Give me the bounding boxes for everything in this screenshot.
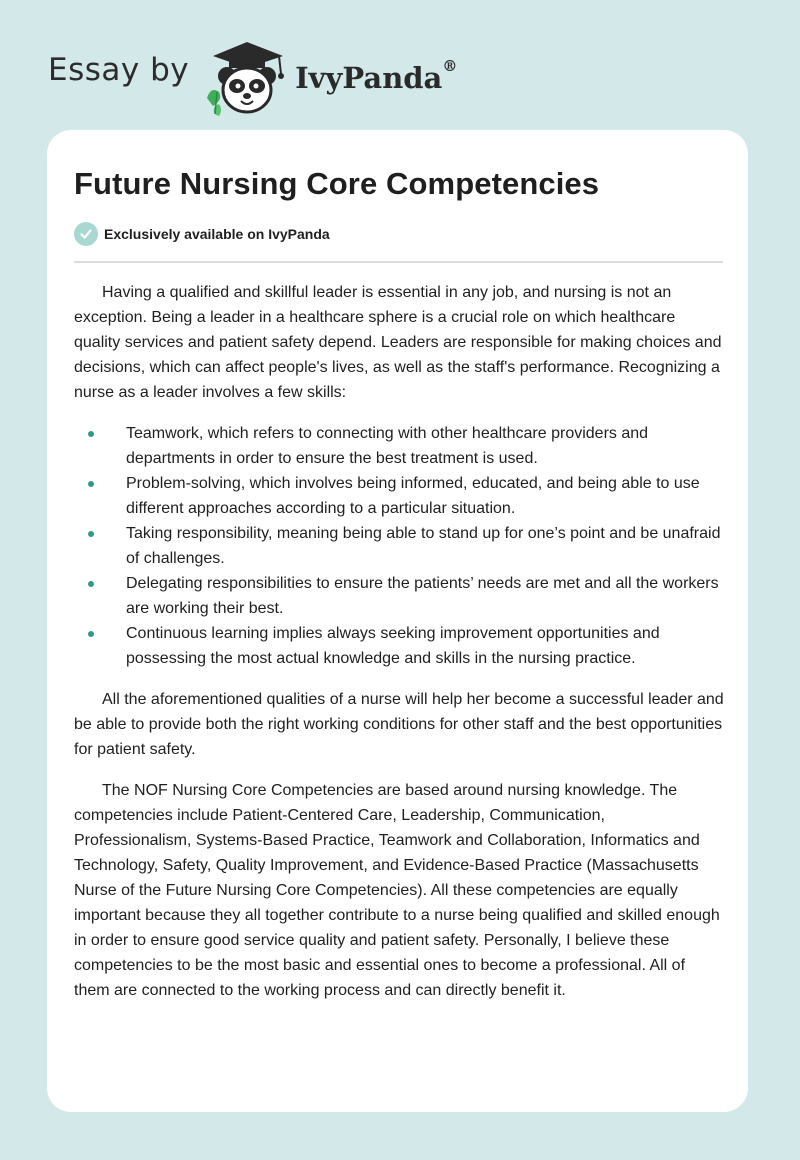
- list-item: [74, 571, 724, 621]
- list-item: [74, 471, 724, 521]
- list-item: [74, 521, 724, 571]
- essay-card: [47, 130, 748, 1112]
- bullet-icon: [88, 631, 94, 637]
- check-circle-icon: [74, 222, 98, 246]
- list-item-text: Delegating responsibilities to ensure the patients’ needs are met and all the workers are working their best.: [126, 575, 719, 617]
- list-item: [74, 421, 724, 471]
- panda-logo-graphic: [201, 36, 293, 116]
- list-item-text: Continuous learning implies always seeking improvement opportunities and possessing the most actual knowledge and skills in the nursing practice.: [126, 625, 660, 667]
- site-header: [48, 36, 457, 116]
- list-item-text: Taking responsibility, meaning being able to stand up for one’s point and be unafraid of challenges.: [126, 525, 721, 567]
- list-item-text: Teamwork, which refers to connecting with other healthcare providers and departments in order to ensure the best treatment is used.: [126, 425, 649, 467]
- brand-label: IvyPanda: [295, 61, 443, 95]
- checkmark-icon: [79, 227, 93, 241]
- list-item: [74, 621, 724, 671]
- skills-list: [74, 421, 724, 671]
- paragraph-intro: Having a qualified and skillful leader is essential in any job, and nursing is not an exception. Being a leader in a healthcare sphere is a crucial role on which healthcare quality services and patient safety depend. Leaders are responsible for making choices and decisions, which can affect people's lives, as well as the staff's performance. Recognizing a nurse as a leader involves a few skills:: [74, 284, 722, 401]
- bullet-icon: [88, 581, 94, 587]
- title-divider: [74, 261, 723, 263]
- page-title: Future Nursing Core Competencies: [74, 166, 600, 201]
- bullet-icon: [88, 531, 94, 537]
- essay-body: [74, 280, 724, 1019]
- list-item-text: Problem-solving, which involves being informed, educated, and being able to use different approaches according to a particular situation.: [126, 475, 700, 517]
- bullet-icon: [88, 431, 94, 437]
- exclusive-badge-label: Exclusively available on IvyPanda: [104, 226, 330, 242]
- registered-mark: ®: [442, 57, 458, 76]
- paragraph-summary: All the aforementioned qualities of a nurse will help her become a successful leader and be able to provide both the right working conditions for other staff and the best opportunities for patient safety.: [74, 691, 724, 758]
- exclusive-badge: [74, 222, 330, 246]
- bullet-icon: [88, 481, 94, 487]
- panda-logo-icon[interactable]: [201, 36, 293, 116]
- essay-by-label: Essay by: [48, 52, 190, 88]
- paragraph-competencies: The NOF Nursing Core Competencies are based around nursing knowledge. The competencies include Patient-Centered Care, Leadership, Communication, Professionalism, Systems-Based Practice, Teamwork and Collaboration, Informatics and Technology, Safety, Quality Improvement, and Evidence-Based Practice (Massachusetts Nurse of the Future Nursing Core Competencies). All these competencies are equally important because they all together contribute to a nurse being qualified and skilled enough in order to ensure good service quality and patient safety. Personally, I believe these competencies to be the most basic and essential ones to become a professional. All of them are connected to the working process and can directly benefit it.: [74, 782, 720, 999]
- brand-name[interactable]: [295, 57, 458, 95]
